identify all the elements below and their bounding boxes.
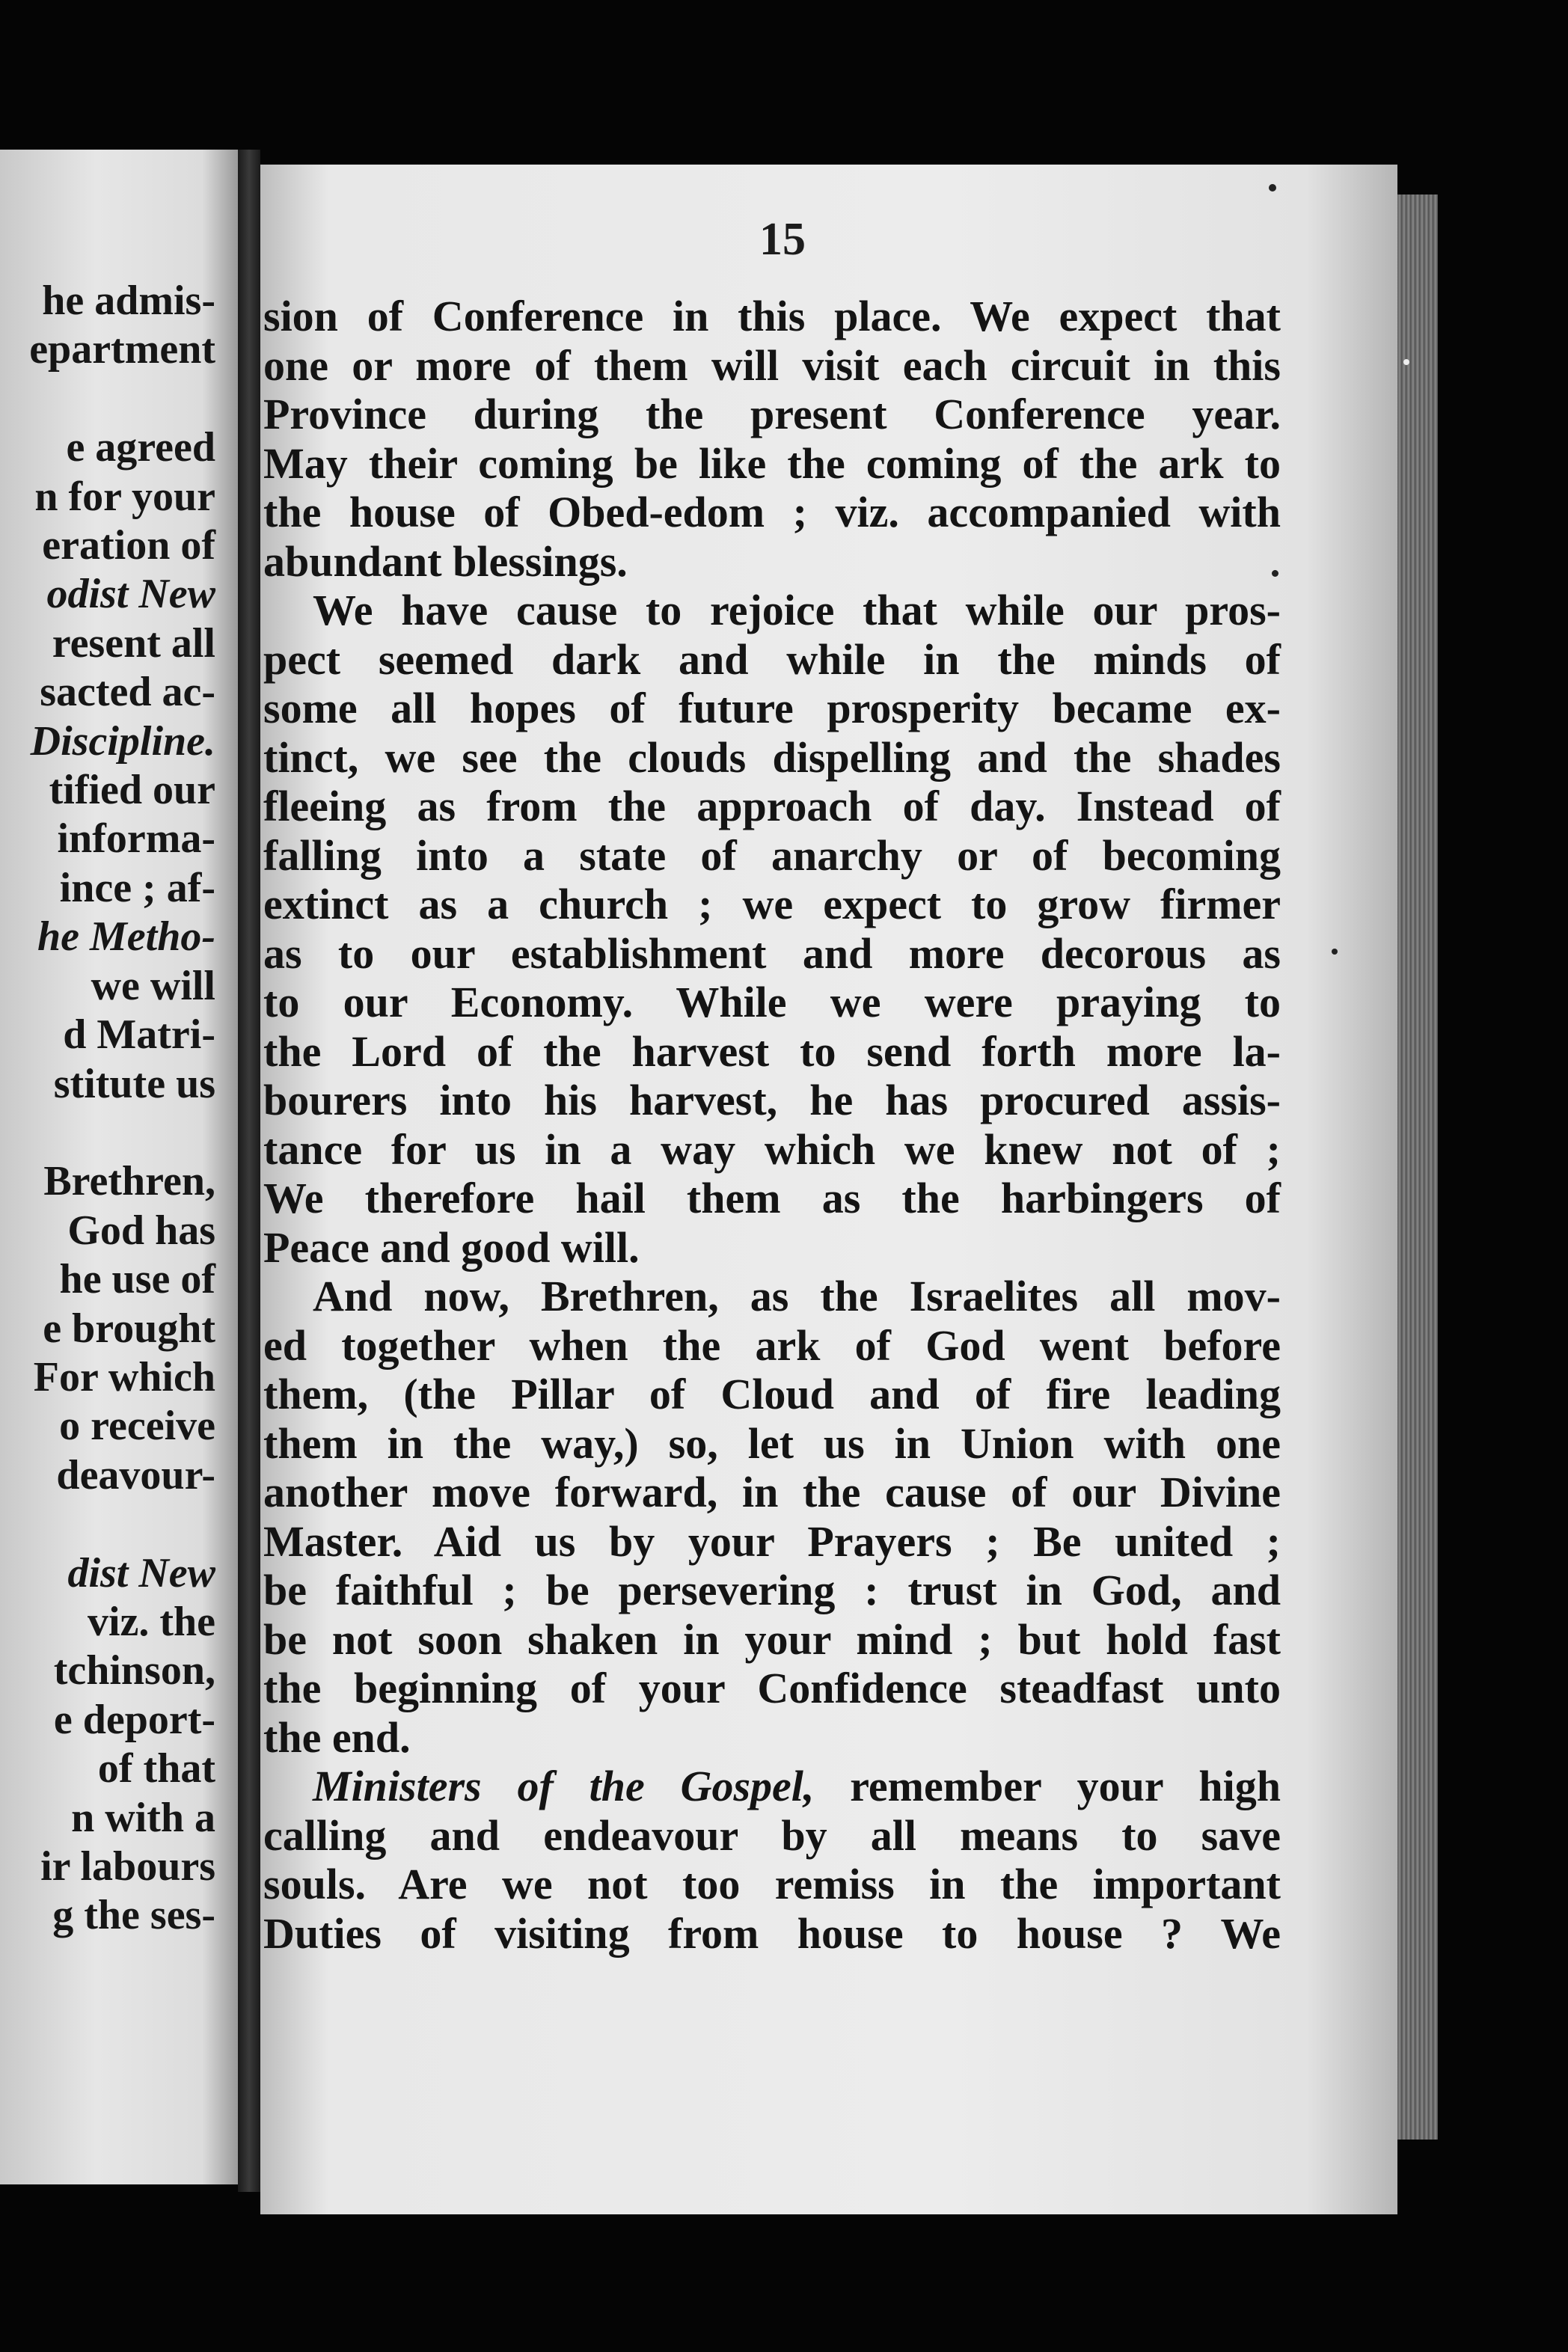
previous-page-line: e brought [43, 1305, 215, 1352]
text-line: some all hopes of future prosperity became ex- [263, 684, 1281, 732]
page-number-text: 15 [759, 214, 806, 265]
text-line: sion of Conference in this place. We expect that [263, 292, 1281, 340]
previous-page-line: e agreed [66, 424, 215, 471]
text-line: We have cause to rejoice that while our pros- [313, 586, 1281, 634]
text-line: the beginning of your Confidence steadfast unto [263, 1664, 1281, 1712]
previous-page-line [29, 375, 215, 423]
text-line: the end. [263, 1712, 411, 1762]
previous-page-line: ir labours [40, 1843, 215, 1890]
text-line: the Lord of the harvest to send forth more la- [263, 1026, 1281, 1076]
page-body-text [263, 292, 1281, 1958]
text-line: another move forward, in the cause of our Divine [263, 1468, 1281, 1516]
text-line: Master. Aid us by your Prayers ; Be united ; [263, 1516, 1281, 1566]
previous-page-line: we will [91, 962, 215, 1009]
text-line: souls. Are we not too remiss in the important [263, 1860, 1281, 1908]
text-line: to our Economy. While we were praying to [263, 978, 1281, 1026]
text-line: Province during the present Conference year. [263, 390, 1281, 438]
previous-page-fragment [0, 150, 238, 2184]
previous-page-line: d Matri- [63, 1011, 215, 1059]
previous-page-line: viz. the [87, 1598, 215, 1645]
previous-page-line: g the ses- [52, 1892, 215, 1939]
paragraph [263, 1272, 1281, 1762]
previous-page-line [29, 1109, 215, 1157]
previous-page-line: sacted ac- [40, 669, 215, 716]
scan-speck [1332, 949, 1338, 955]
scan-speck [1403, 359, 1409, 365]
previous-page-line: God has [67, 1207, 215, 1254]
paragraph [263, 1762, 1281, 1958]
book-fore-edge [1397, 195, 1438, 2140]
previous-page-line: he use of [59, 1256, 215, 1303]
previous-page-line: tified our [49, 767, 215, 814]
paragraph [263, 586, 1281, 1272]
text-line: We therefore hail them as the harbingers of [263, 1174, 1281, 1222]
text-line: the house of Obed-edom ; viz. accompanied with [263, 488, 1281, 536]
previous-page-line: Discipline. [30, 717, 215, 765]
text-line: abundant blessings. [263, 536, 628, 586]
text-line: tinct, we see the clouds dispelling and the shades [263, 732, 1281, 782]
page-number [0, 213, 1568, 266]
text-line: as to our establishment and more decorous as [263, 928, 1281, 978]
previous-page-line: resent all [52, 619, 215, 667]
text-line: calling and endeavour by all means to save [263, 1810, 1281, 1860]
previous-page-line: odist New [46, 571, 215, 618]
text-line: Peace and good will. [263, 1222, 640, 1272]
text-line: fleeing as from the approach of day. Instead of [263, 782, 1281, 830]
text-line: them in the way,) so, let us in Union with one [263, 1418, 1281, 1468]
text-line: And now, Brethren, as the Israelites all mov- [313, 1272, 1281, 1320]
previous-page-line: of that [97, 1745, 215, 1792]
text-line: bourers into his harvest, he has procured assis- [263, 1076, 1281, 1124]
previous-page-line: stitute us [53, 1060, 215, 1107]
text-line: Ministers of the Gospel, remember your high [313, 1762, 1281, 1810]
previous-page-line: n with a [71, 1794, 215, 1841]
previous-page-line: he Metho- [37, 913, 215, 961]
previous-page-line: e deport- [53, 1696, 215, 1743]
text-line: extinct as a church ; we expect to grow firmer [263, 880, 1281, 928]
previous-page-line: For which [33, 1353, 215, 1400]
previous-page-line: tchinson, [53, 1647, 215, 1694]
text-line: pect seemed dark and while in the minds of [263, 634, 1281, 684]
text-line: be faithful ; be persevering : trust in God, and [263, 1566, 1281, 1614]
text-line: them, (the Pillar of Cloud and of fire leading [263, 1370, 1281, 1418]
previous-page-line [29, 1500, 215, 1549]
previous-page-line: n for your [34, 473, 215, 520]
previous-page-text [29, 277, 215, 1941]
previous-page-line: o receive [59, 1403, 215, 1450]
paragraph [263, 292, 1281, 586]
previous-page-line: epartment [29, 326, 215, 373]
previous-page-line: dist New [67, 1549, 215, 1596]
text-line: Duties of visiting from house to house ? We [263, 1908, 1281, 1958]
text-line: be not soon shaken in your mind ; but hold fast [263, 1614, 1281, 1664]
text-line: ed together when the ark of God went before [263, 1320, 1281, 1370]
previous-page-line: Brethren, [43, 1158, 215, 1205]
text-line: tance for us in a way which we knew not of ; [263, 1124, 1281, 1174]
text-line: May their coming be like the coming of the ark to [263, 438, 1281, 488]
italic-lead: Ministers of the Gospel, [313, 1762, 815, 1810]
previous-page-line: informa- [57, 815, 215, 863]
previous-page-line: he admis- [42, 278, 215, 324]
previous-page-line: eration of [42, 522, 215, 569]
scan-speck [1272, 570, 1278, 577]
previous-page-line: deavour- [56, 1451, 215, 1498]
text-line: falling into a state of anarchy or of becoming [263, 830, 1281, 880]
previous-page-line: ince ; af- [59, 864, 215, 911]
text-line: one or more of them will visit each circuit in this [263, 340, 1281, 390]
book-gutter [238, 150, 260, 2192]
scan-speck [1269, 184, 1276, 192]
